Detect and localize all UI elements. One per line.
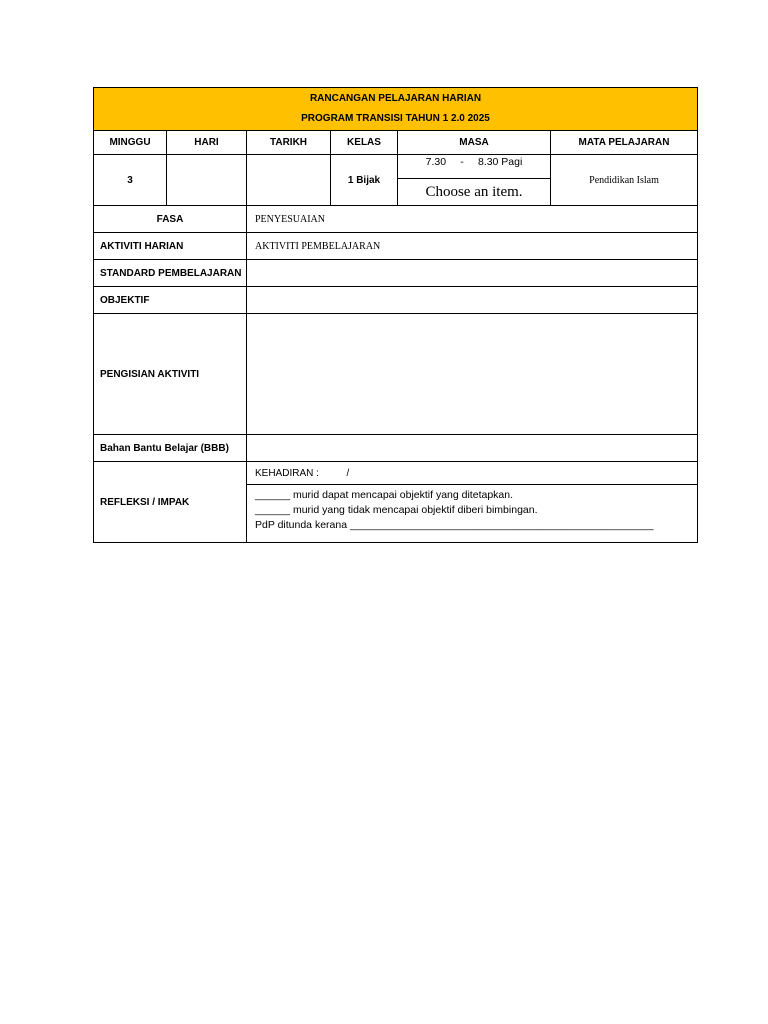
refleksi-notes[interactable]	[247, 485, 698, 543]
masa-time-range[interactable]	[398, 156, 550, 179]
aktiviti-harian-label: AKTIVITI HARIAN	[94, 233, 247, 260]
col-masa: MASA	[398, 131, 551, 155]
masa-cell	[398, 155, 551, 206]
standard-value[interactable]	[247, 260, 698, 287]
objektif-row	[94, 287, 698, 314]
kehadiran-separator: /	[346, 467, 350, 479]
refleksi-line-guidance: ______ murid yang tidak mencapai objektif diberi bimbingan.	[255, 504, 538, 516]
mata-pelajaran-value[interactable]: Pendidikan Islam	[551, 155, 698, 206]
lesson-plan-table	[93, 87, 698, 543]
column-header-row	[94, 131, 698, 155]
standard-row	[94, 260, 698, 287]
document-title: RANCANGAN PELAJARAN HARIAN	[309, 93, 482, 104]
objektif-value[interactable]	[247, 287, 698, 314]
bbb-label: Bahan Bantu Belajar (BBB)	[94, 435, 247, 462]
objektif-label: OBJEKTIF	[94, 287, 247, 314]
pengisian-label: PENGISIAN AKTIVITI	[94, 314, 247, 435]
masa-end: 8.30 Pagi	[477, 155, 523, 168]
masa-start: 7.30	[425, 155, 447, 168]
kehadiran-cell[interactable]	[247, 462, 698, 485]
col-kelas: KELAS	[331, 131, 398, 155]
bbb-row	[94, 435, 698, 462]
refleksi-row-1	[94, 462, 698, 485]
fasa-value[interactable]: PENYESUAIAN	[247, 206, 698, 233]
aktiviti-harian-row	[94, 233, 698, 260]
refleksi-label: REFLEKSI / IMPAK	[94, 462, 247, 543]
masa-separator: -	[460, 155, 464, 168]
refleksi-line-postponed: PdP ditunda kerana ____________________________________________________	[255, 519, 654, 531]
title-cell	[94, 88, 698, 131]
pengisian-row	[94, 314, 698, 435]
title-row	[94, 88, 698, 131]
document-subtitle: PROGRAM TRANSISI TAHUN 1 2.0 2025	[301, 113, 490, 124]
col-minggu: MINGGU	[94, 131, 167, 155]
hari-value[interactable]	[167, 155, 247, 206]
masa-choice-dropdown[interactable]: Choose an item.	[425, 183, 523, 200]
refleksi-line-achieved: ______ murid dapat mencapai objektif yang ditetapkan.	[255, 489, 514, 501]
pengisian-value[interactable]	[247, 314, 698, 435]
standard-label: STANDARD PEMBELAJARAN	[94, 260, 247, 287]
col-mata-pelajaran: MATA PELAJARAN	[551, 131, 698, 155]
kehadiran-label: KEHADIRAN :	[255, 467, 319, 479]
minggu-value[interactable]: 3	[94, 155, 167, 206]
fasa-row	[94, 206, 698, 233]
kelas-value[interactable]: 1 Bijak	[331, 155, 398, 206]
aktiviti-harian-value[interactable]: AKTIVITI PEMBELAJARAN	[247, 233, 698, 260]
bbb-value[interactable]	[247, 435, 698, 462]
col-tarikh: TARIKH	[247, 131, 331, 155]
info-row	[94, 155, 698, 206]
col-hari: HARI	[167, 131, 247, 155]
fasa-label: FASA	[94, 206, 247, 233]
tarikh-value[interactable]	[247, 155, 331, 206]
